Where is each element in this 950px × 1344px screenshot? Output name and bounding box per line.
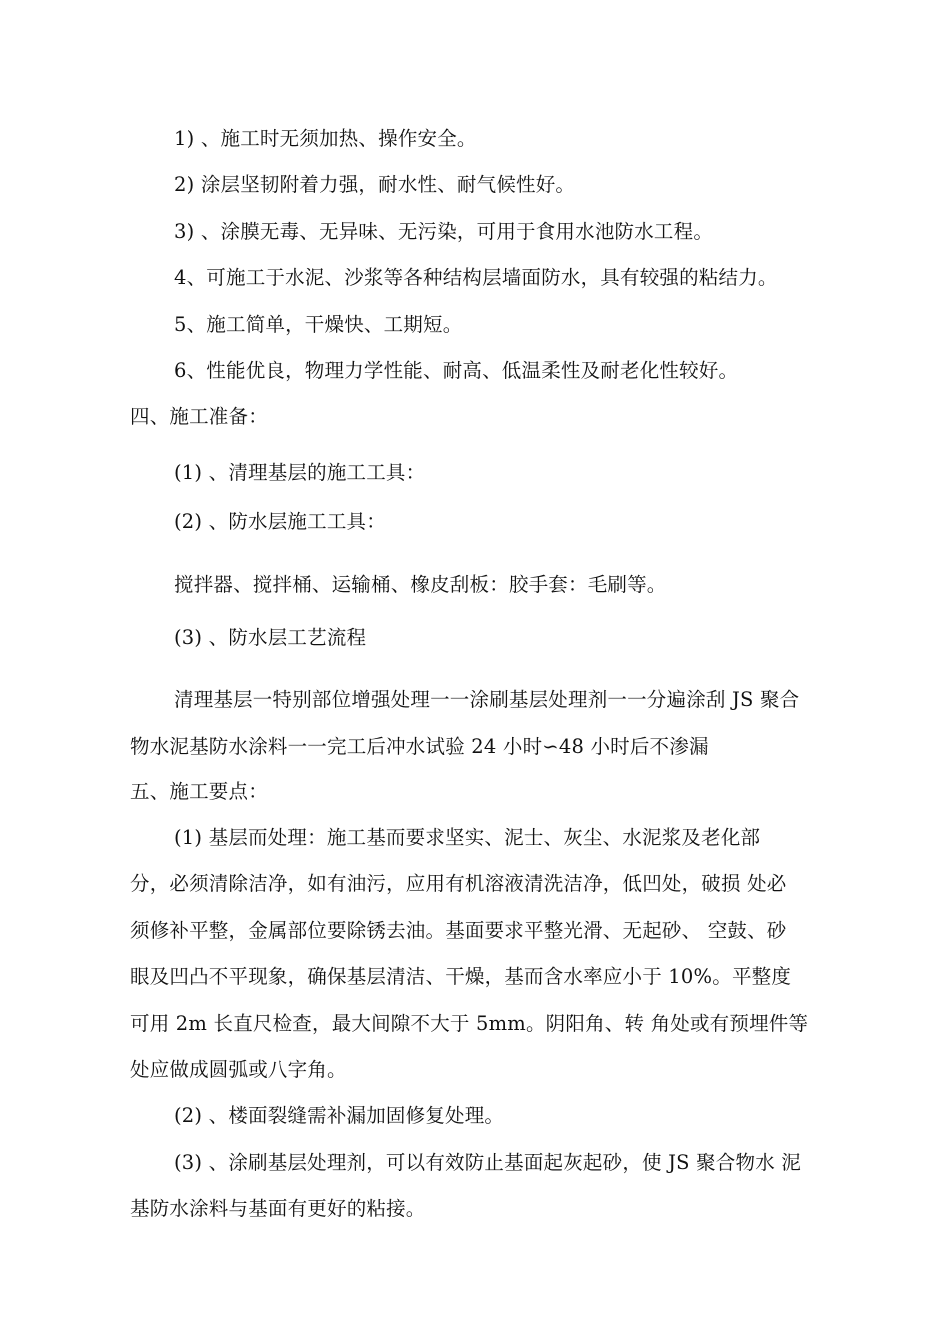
section-5-p1-line-3: 须修补平整，金属部位要除锈去油。基面要求平整光滑、无起砂、 空鼓、砂 [130,919,787,942]
section-5-p1-line-6: 处应做成圆弧或八字角。 [130,1058,347,1081]
section-5-p1-line-5: 可用 2m 长直尺检查，最大间隙不大于 5mm。阴阳角、转 角处或有预埋件等 [130,1012,809,1035]
feature-item-2: 2) 涂层坚韧附着力强，耐水性、耐气候性好。 [174,173,576,196]
feature-item-6: 6、性能优良，物理力学性能、耐高、低温柔性及耐老化性较好。 [174,359,739,382]
section-4-item-1: (1) 、清理基层的施工工具： [174,461,426,484]
process-flow-line-1: 清理基层一特别部位增强处理一一涂刷基层处理剂一一分遍涂刮 JS 聚合 [174,688,800,711]
feature-item-5: 5、施工简单，干燥快、工期短。 [174,313,463,336]
section-4-item-2: (2) 、防水层施工工具： [174,510,386,533]
section-5-p3-line-1: (3) 、涂刷基层处理剂，可以有效防止基面起灰起砂，使 JS 聚合物水 泥 [174,1151,801,1174]
section-5-p1-line-1: (1) 基层而处理：施工基而要求坚实、泥士、灰尘、水泥浆及老化部 [174,826,761,849]
section-5-item-2: (2) 、楼面裂缝需补漏加固修复处理。 [174,1104,505,1127]
section-4-heading: 四、施工准备： [130,405,268,428]
feature-item-3: 3) 、涂膜无毒、无异味、无污染，可用于食用水池防水工程。 [174,220,714,243]
section-5-heading: 五、施工要点： [130,780,268,803]
section-4-item-3: (3) 、防水层工艺流程 [174,626,367,649]
tools-list: 搅拌器、搅拌桶、运输桶、橡皮刮板：胶手套：毛刷等。 [174,573,667,596]
section-5-p3-line-2: 基防水涂料与基面有更好的粘接。 [130,1197,426,1220]
section-5-p1-line-4: 眼及凹凸不平现象，确保基层清洁、干燥，基而含水率应小于 10%。平整度 [130,965,792,988]
feature-item-1: 1) 、施工时无须加热、操作安全。 [174,127,477,150]
feature-item-4: 4、可施工于水泥、沙浆等各种结构层墙面防水，具有较强的粘结力。 [174,266,778,289]
process-flow-line-2: 物水泥基防水涂料一一完工后冲水试验 24 小时∽48 小时后不渗漏 [130,735,709,758]
section-5-p1-line-2: 分，必须清除洁净，如有油污，应用有机溶液清洗洁净，低凹处，破损 处必 [130,872,787,895]
